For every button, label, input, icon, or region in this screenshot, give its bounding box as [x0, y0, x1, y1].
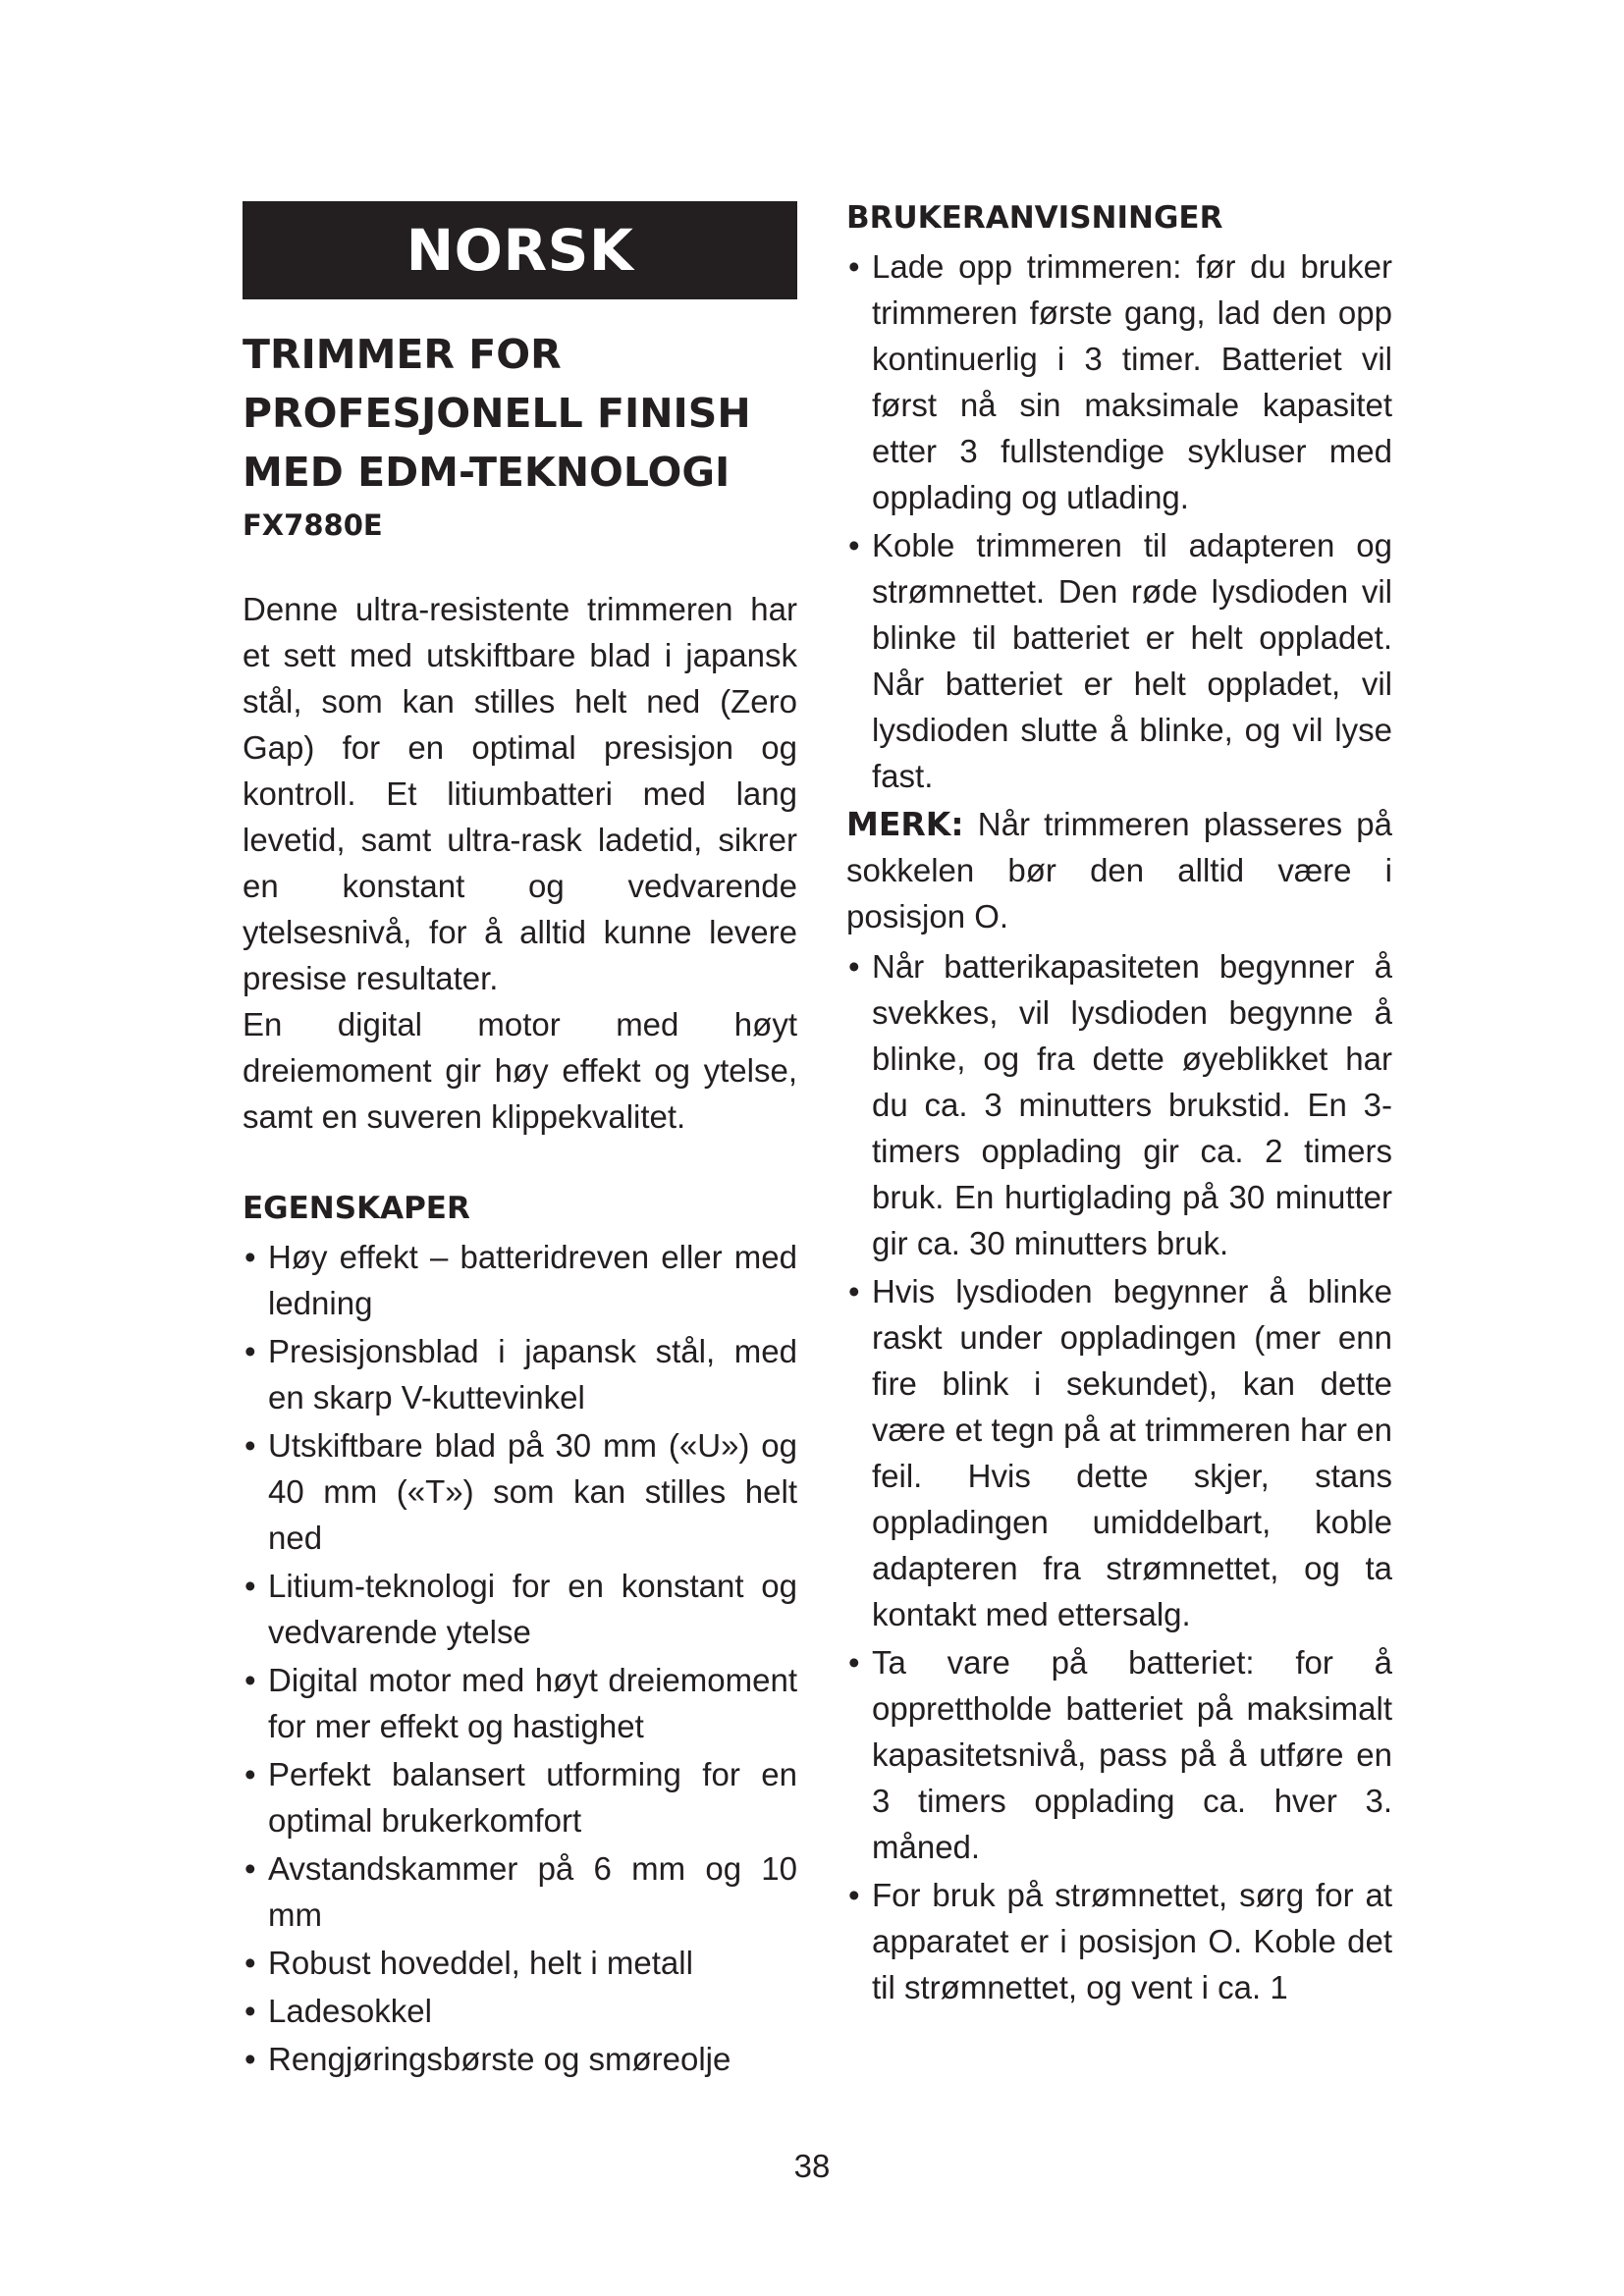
bullet-icon: •: [244, 1850, 256, 1887]
product-title-line: PROFESJONELL FINISH: [243, 390, 751, 437]
feature-item: [243, 1422, 797, 1561]
feature-item: [243, 1657, 797, 1749]
feature-text: Perfekt balansert utforming for en optimal brukerkomfort: [268, 1756, 797, 1839]
instruction-text: Koble trimmeren til adapteren og strømnettet. Den røde lysdioden vil blinke til batteriet er helt oppladet. Når batteriet er helt oppladet, vil lysdioden slutte å blinke, og vil lyse fast.: [872, 527, 1392, 794]
instruction-item: [846, 1639, 1392, 1870]
intro-paragraph: En digital motor med høyt dreiemoment gir høy effekt og ytelse, samt en suveren klippekvalitet.: [243, 1006, 797, 1135]
feature-item: [243, 1563, 797, 1655]
features-list: [243, 1234, 797, 2082]
feature-text: Robust hoveddel, helt i metall: [268, 1945, 693, 1981]
instruction-item: [846, 243, 1392, 520]
feature-item: [243, 1751, 797, 1843]
bullet-icon: •: [848, 948, 860, 985]
feature-item: [243, 1234, 797, 1326]
features-heading: EGENSKAPER: [243, 1191, 470, 1226]
model-number: FX7880E: [243, 508, 383, 542]
instruction-item: [846, 943, 1392, 1266]
bullet-icon: •: [848, 527, 860, 563]
feature-item: [243, 2036, 797, 2082]
bullet-icon: •: [848, 248, 860, 285]
bullet-icon: •: [848, 1877, 860, 1913]
feature-item: [243, 1988, 797, 2034]
instructions-list-top: [846, 243, 1392, 799]
page-number: 38: [793, 2148, 831, 2184]
bullet-icon: •: [244, 1662, 256, 1698]
instruction-text: Hvis lysdioden begynner å blinke raskt under oppladingen (mer enn fire blink i sekundet), kan dette være et tegn på at trimmeren har en feil. Hvis dette skjer, stans oppladingen umiddelbart, koble adapteren fra strømnettet, og ta kontakt med ettersalg.: [872, 1273, 1392, 1632]
note-label: MERK:: [846, 805, 964, 843]
bullet-icon: •: [244, 1239, 256, 1275]
instruction-text: Når batterikapasiteten begynner å svekkes, vil lysdioden begynne å blinke, og fra dette øyeblikket har du ca. 3 minutters brukstid. En 3-timers opplading gir ca. 2 timers bruk. En hurtiglading på 30 minutter gir ca. 30 minutters bruk.: [872, 948, 1392, 1261]
instructions-heading: BRUKERANVISNINGER: [846, 200, 1223, 236]
bullet-icon: •: [244, 1427, 256, 1464]
note-text: Når trimmeren plasseres på sokkelen bør den alltid være i posisjon O.: [846, 806, 1392, 934]
bullet-icon: •: [244, 2041, 256, 2077]
bullet-icon: •: [244, 1568, 256, 1604]
intro-paragraph: Denne ultra-resistente trimmeren har et sett med utskiftbare blad i japansk stål, som kan stilles helt ned (Zero Gap) for en optimal presisjon og kontroll. Et litiumbatteri med lang levetid, samt ultra-rask ladetid, sikrer en konstant og vedvarende ytelsesnivå, for å alltid kunne levere presise resultater.: [243, 591, 797, 996]
right-column: [846, 196, 1392, 2012]
feature-text: Høy effekt – batteridreven eller med ledning: [268, 1239, 797, 1321]
feature-text: Digital motor med høyt dreiemoment for mer effekt og hastighet: [268, 1662, 797, 1744]
bullet-icon: •: [244, 1993, 256, 2029]
instruction-item: [846, 1268, 1392, 1637]
feature-text: Utskiftbare blad på 30 mm («U») og 40 mm («T») som kan stilles helt ned: [268, 1427, 797, 1556]
bullet-icon: •: [244, 1756, 256, 1792]
instructions-list-bottom: [846, 943, 1392, 2010]
bullet-icon: •: [848, 1644, 860, 1681]
instruction-item: [846, 522, 1392, 799]
language-banner: NORSK: [243, 201, 797, 299]
feature-item: [243, 1328, 797, 1420]
product-title-line: MED EDM-TEKNOLOGI: [243, 449, 731, 496]
feature-text: Presisjonsblad i japansk stål, med en skarp V-kuttevinkel: [268, 1333, 797, 1415]
bullet-icon: •: [244, 1945, 256, 1981]
feature-text: Ladesokkel: [268, 1993, 432, 2029]
instruction-text: Ta vare på batteriet: for å opprettholde batteriet på maksimalt kapasitetsnivå, pass på å utføre en 3 timers opplading ca. hver 3. måned.: [872, 1644, 1392, 1865]
feature-text: Rengjøringsbørste og smøreolje: [268, 2041, 731, 2077]
feature-text: Litium-teknologi for en konstant og vedvarende ytelse: [268, 1568, 797, 1650]
feature-item: [243, 1845, 797, 1938]
left-column: [243, 201, 797, 2084]
instruction-text: Lade opp trimmeren: før du bruker trimmeren første gang, lad den opp kontinuerlig i 3 timer. Batteriet vil først nå sin maksimale kapasitet etter 3 fullstendige sykluser med opplading og utlading.: [872, 248, 1392, 515]
product-title-line: TRIMMER FOR: [243, 331, 562, 378]
intro-text: [243, 586, 797, 1140]
bullet-icon: •: [848, 1273, 860, 1309]
feature-text: Avstandskammer på 6 mm og 10 mm: [268, 1850, 797, 1933]
feature-item: [243, 1940, 797, 1986]
instruction-item: [846, 1872, 1392, 2010]
instruction-text: For bruk på strømnettet, sørg for at apparatet er i posisjon O. Koble det til strømnettet, og vent i ca. 1: [872, 1877, 1392, 2005]
product-title: [243, 325, 797, 502]
note: [846, 801, 1392, 939]
bullet-icon: •: [244, 1333, 256, 1369]
